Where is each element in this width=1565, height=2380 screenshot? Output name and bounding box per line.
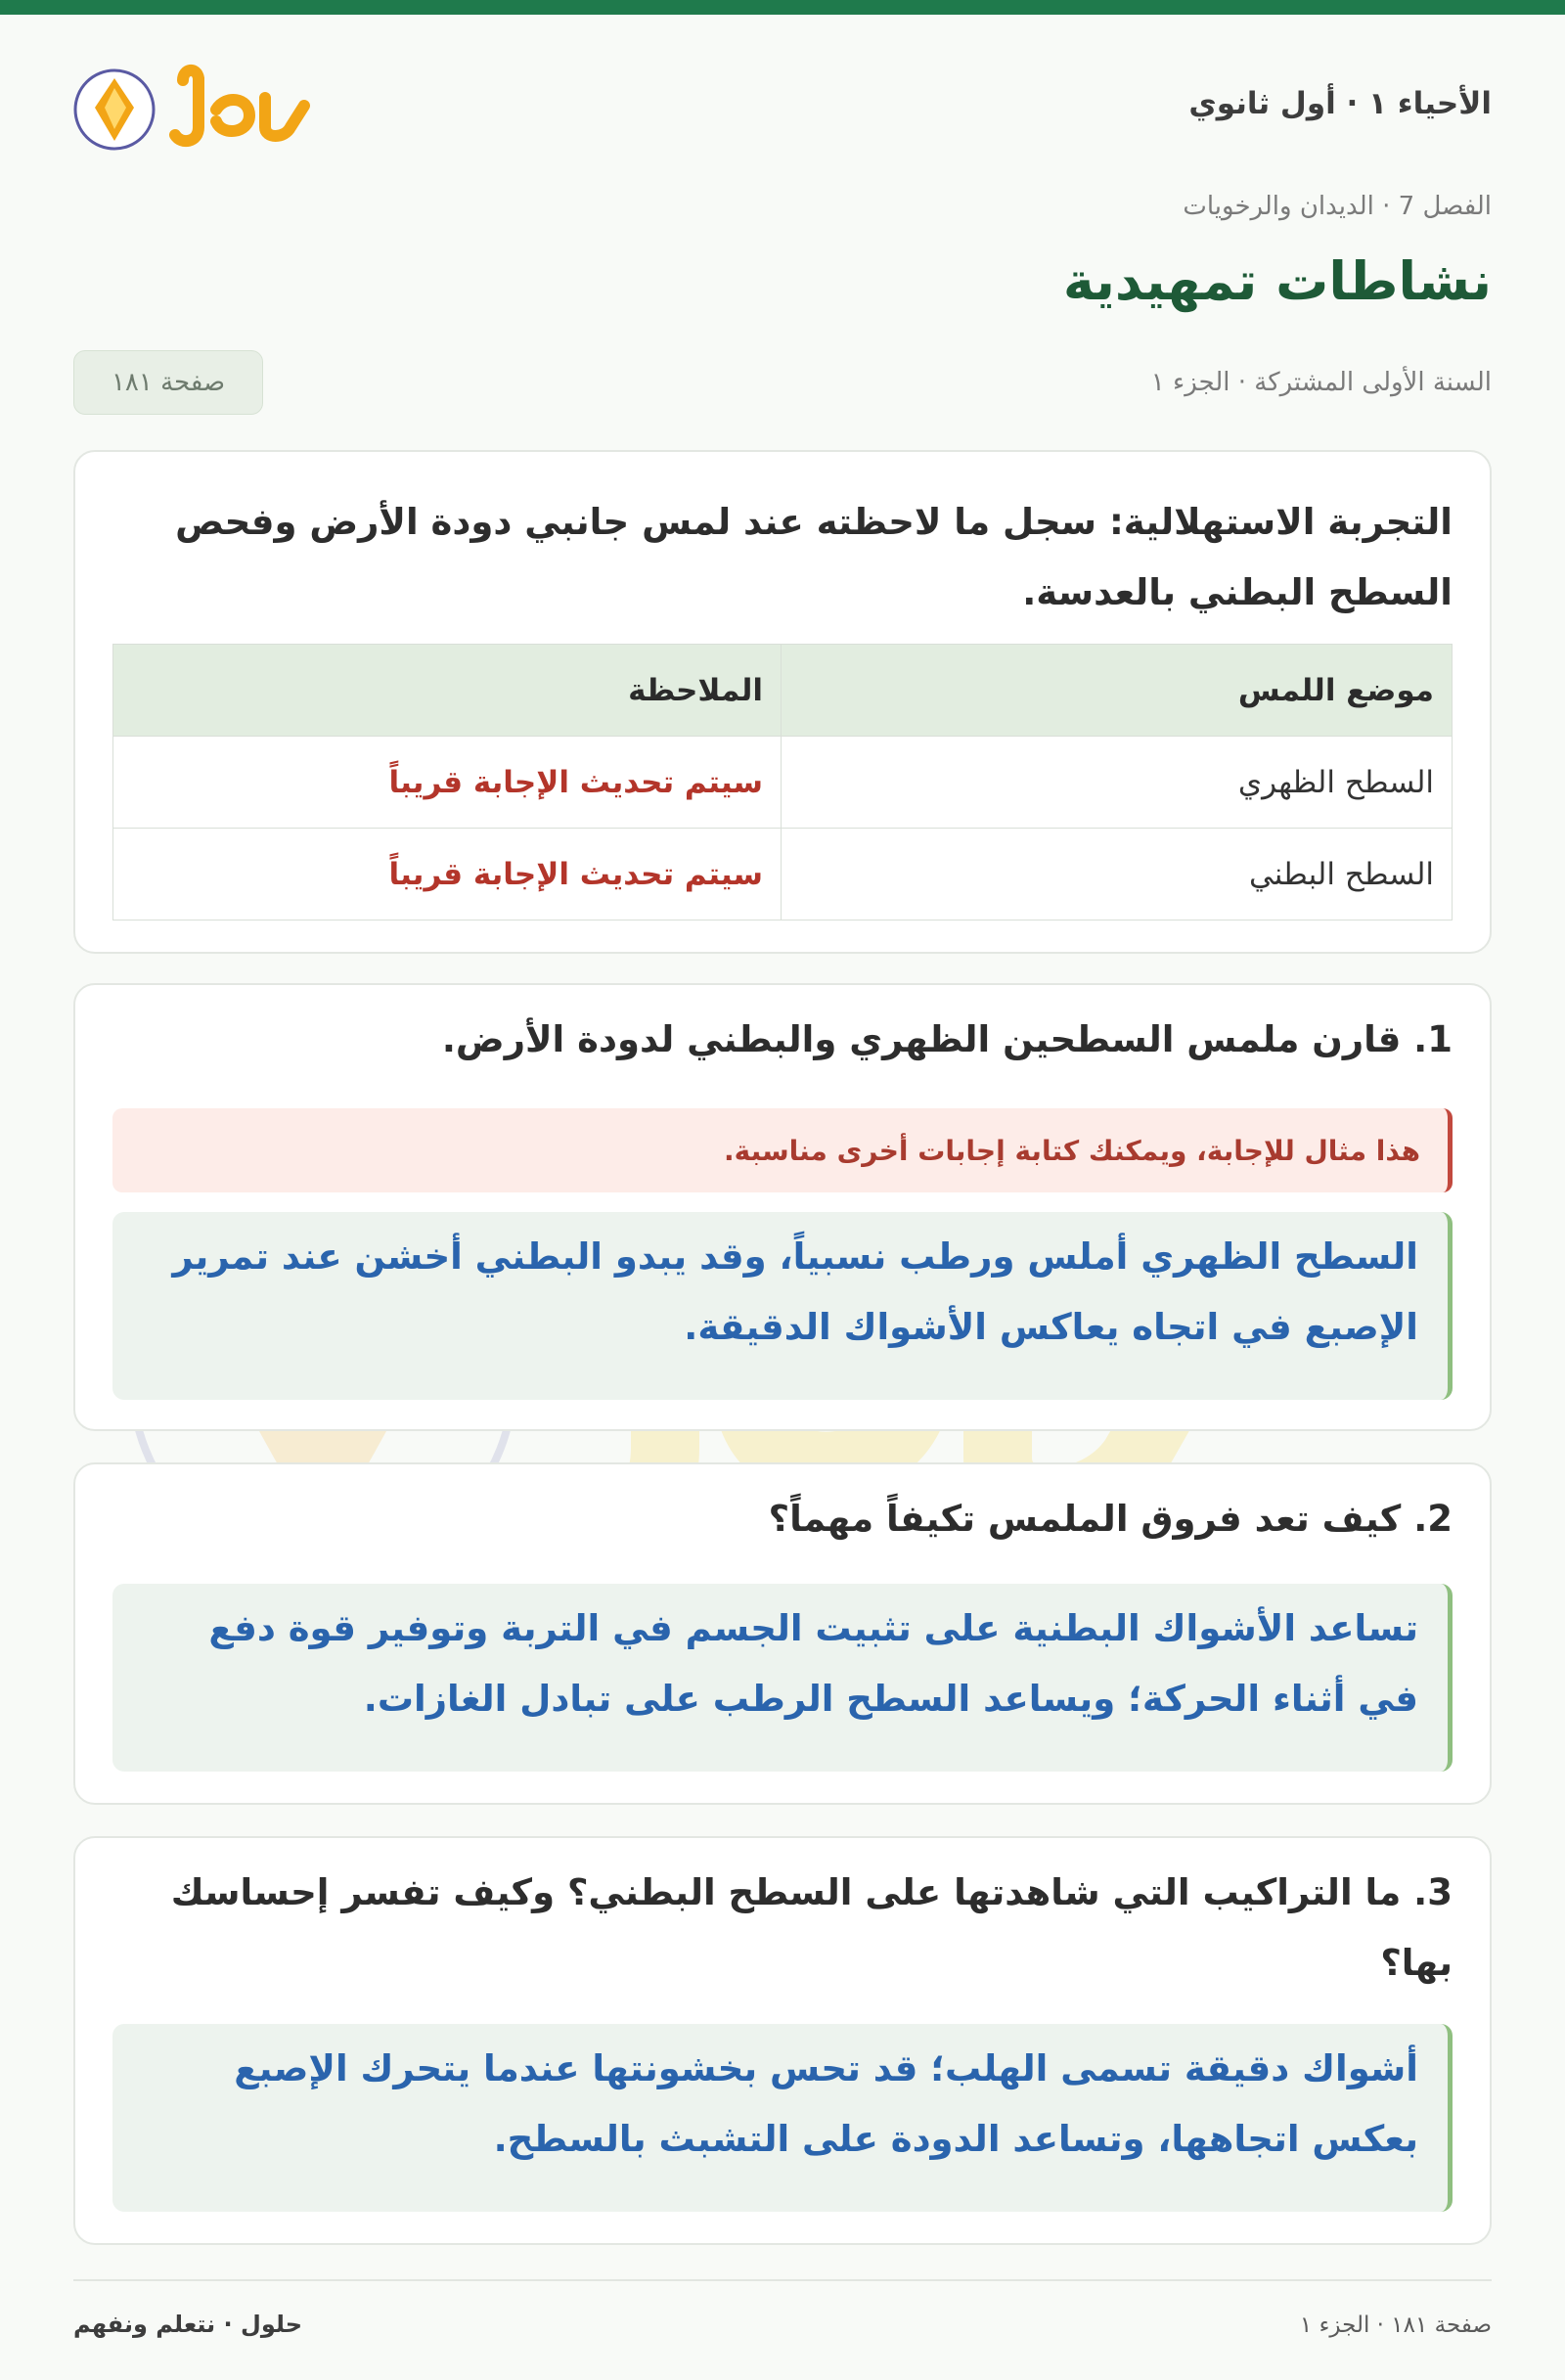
page-badge: صفحة ١٨١ [73,350,263,415]
column-header-position: موضع اللمس [782,645,1453,737]
chapter-label: الفصل 7 · الديدان والرخويات [1183,192,1492,221]
table-header-row [113,645,1453,737]
footer-page: صفحة ١٨١ · الجزء ١ [1299,2313,1492,2338]
example-note: هذا مثال للإجابة، ويمكنك كتابة إجابات أخرى مناسبة. [112,1108,1453,1192]
question-card-3 [73,1836,1492,2245]
question-text: 1. قارن ملمس السطحين الظهري والبطني لدودة الأرض. [441,1018,1453,1060]
row-observation: سيتم تحديث الإجابة قريباً [113,737,782,829]
logo-icon[interactable] [73,59,328,157]
row-position: السطح البطني [782,829,1453,921]
table-row [113,737,1453,829]
experiment-card [73,450,1492,954]
page-header [73,59,1492,166]
subject-title: الأحياء ١ · أول ثانوي [1188,86,1492,121]
row-position: السطح الظهري [782,737,1453,829]
footer-divider [73,2279,1492,2281]
footer-brand: حلول · نتعلم ونفهم [73,2311,302,2338]
answer-box: تساعد الأشواك البطنية على تثبيت الجسم في التربة وتوفير قوة دفع في أثناء الحركة؛ ويساعد السطح الرطب على تبادل الغازات. [112,1584,1453,1772]
page-title: نشاطات تمهيدية [1062,250,1492,312]
answer-box: أشواك دقيقة تسمى الهلب؛ قد تحس بخشونتها عندما يتحرك الإصبع بعكس اتجاهها، وتساعد الدودة على التشبث بالسطح. [112,2024,1453,2212]
top-accent-bar [0,0,1565,15]
question-card-1 [73,983,1492,1431]
question-card-2 [73,1462,1492,1805]
question-text: 3. ما التراكيب التي شاهدتها على السطح البطني؟ وكيف تفسر إحساسك بها؟ [170,1871,1453,1984]
table-row [113,829,1453,921]
observation-table [112,644,1453,921]
question-text: 2. كيف تعد فروق الملمس تكيفاً مهماً؟ [768,1498,1453,1540]
grade-meta: السنة الأولى المشتركة · الجزء ١ [1150,368,1492,397]
answer-box: السطح الظهري أملس ورطب نسبياً، وقد يبدو البطني أخشن عند تمرير الإصبع في اتجاه يعاكس الأشواك الدقيقة. [112,1212,1453,1400]
column-header-observation: الملاحظة [113,645,782,737]
row-observation: سيتم تحديث الإجابة قريباً [113,829,782,921]
experiment-prompt: التجربة الاستهلالية: سجل ما لاحظته عند لمس جانبي دودة الأرض وفحص السطح البطني بالعدسة. [175,501,1453,613]
